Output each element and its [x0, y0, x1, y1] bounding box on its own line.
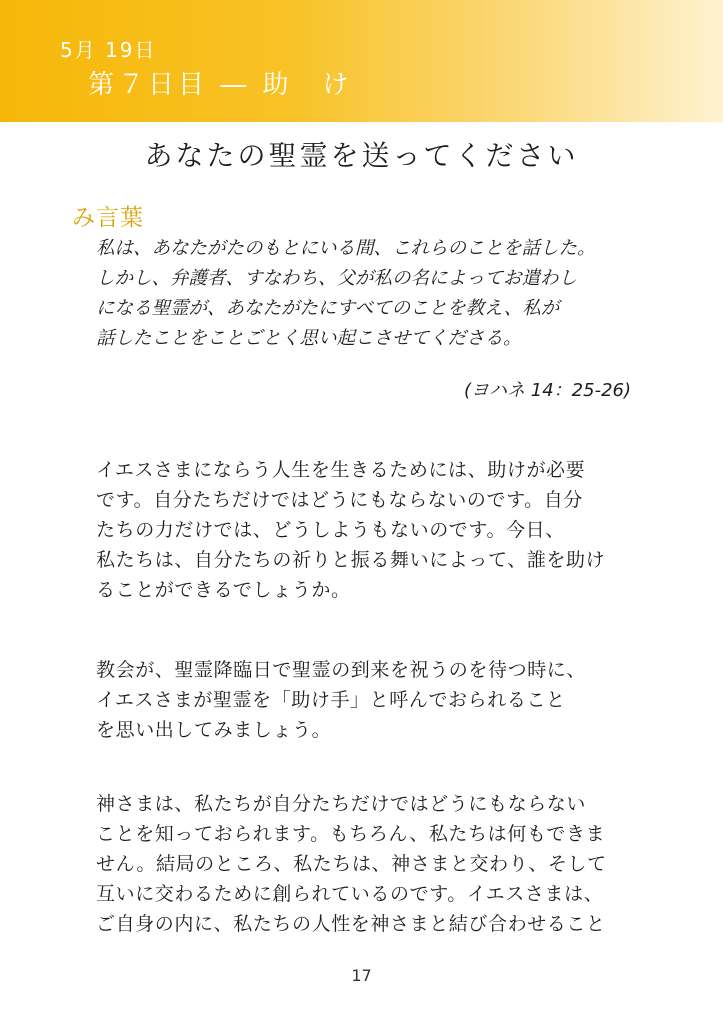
- body-paragraph-1: [96, 455, 641, 605]
- paragraph-line: を思い出してみましょう。: [96, 719, 332, 741]
- body-paragraph-2: [96, 655, 641, 745]
- scripture-line: になる聖霊が、あなたがたにすべてのことを教え、私が: [96, 298, 560, 319]
- scripture-line: 私は、あなたがたのもとにいる間、これらのことを話した。: [96, 238, 596, 259]
- paragraph-line: 神さまは、私たちが自分たちだけではどうにもならない: [96, 793, 587, 815]
- paragraph-line: ことを知っておられます。もちろん、私たちは何もできま: [96, 823, 606, 845]
- paragraph-line: です。自分たちだけではどうにもならないのです。自分: [96, 489, 583, 511]
- paragraph-line: 教会が、聖霊降臨日で聖霊の到来を祝うのを待つ時に、: [96, 659, 587, 681]
- page-number: 17: [351, 966, 372, 985]
- header-band: [0, 0, 723, 122]
- paragraph-line: イエスさまが聖霊を「助け手」と呼んでおられること: [96, 689, 566, 711]
- paragraph-line: せん。結局のところ、私たちは、神さまと交わり、そして: [96, 853, 607, 875]
- paragraph-line: 互いに交わるために創られているのです。イエスさまは、: [96, 883, 604, 905]
- body-paragraph-3: [96, 789, 641, 939]
- header-day-title: 第７日目 ― 助 け: [88, 70, 353, 100]
- paragraph-line: ご自身の内に、私たちの人性を神さまと結び合わせること: [96, 913, 606, 935]
- paragraph-line: たちの力だけでは、どうしようもないのです。今日、: [96, 519, 565, 541]
- scripture-reference: (ヨハネ 14：25-26): [464, 380, 631, 401]
- header-date: 5月 19日: [60, 38, 157, 62]
- scripture-line: 話したことをことごとく思い起こさせてくださる。: [96, 328, 522, 349]
- scripture-text: [96, 234, 641, 354]
- paragraph-line: 私たちは、自分たちの祈りと振る舞いによって、誰を助け: [96, 549, 606, 571]
- paragraph-line: イエスさまにならう人生を生きるためには、助けが必要: [96, 459, 586, 481]
- paragraph-line: ることができるでしょうか。: [96, 579, 351, 601]
- page-title: あなたの聖霊を送ってください: [144, 139, 579, 172]
- scripture-line: しかし、弁護者、すなわち、父が私の名によってお遣わし: [96, 268, 578, 289]
- scripture-label: み言葉: [72, 205, 144, 231]
